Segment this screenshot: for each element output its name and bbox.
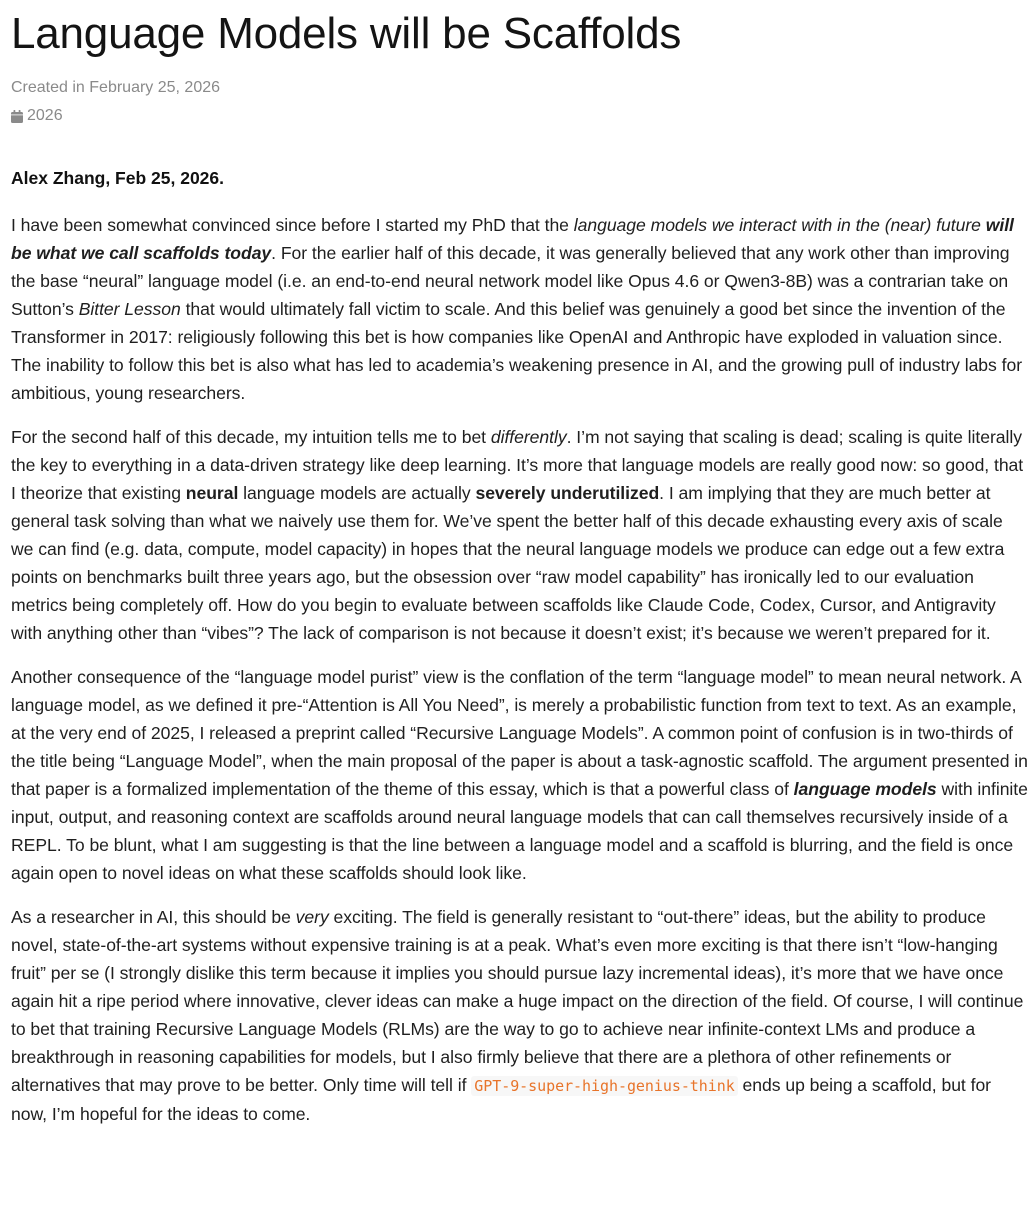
inline-code: GPT-9-super-high-genius-think [471,1076,737,1096]
paragraph-4: As a researcher in AI, this should be very exciting. The field is generally resistant to “out-there” ideas, but the ability to produce novel, state-of-the-art systems without expensive training is at a peak. What’s even more exciting is that there isn’t “low-hanging fruit” per se (I strongly dislike this term because it implies you should pursue lazy incremental ideas), it’s more that we have once again hit a ripe period where innovative, clever ideas can make a huge impact on the direction of the field. Of course, I will continue to bet that training Recursive Language Models (RLMs) are the way to go to achieve near infinite-context LMs and produce a breakthrough in reasoning capabilities for models, but I also firmly believe that there are a plethora of other refinements or alternatives that may prove to be better. Only time will tell if GPT-9-super-high-genius-think ends up being a scaffold, but for now, I’m hopeful for the ideas to come. [11,907,1024,1124]
author-byline: Alex Zhang, Feb 25, 2026. [11,168,224,188]
page-title: Language Models will be Scaffolds [11,9,682,58]
paragraph-3: Another consequence of the “language model purist” view is the conflation of the term “language model” to mean neural network. A language model, as we defined it pre-“Attention is All You Need”, is merely a probabilistic function from text to text. As an example, at the very end of 2025, I released a preprint called “Recursive Language Models”. A common point of confusion is in two-thirds of the title being “Language Model”, when the main proposal of the paper is about a task-agnostic scaffold. The argument presented in that paper is a formalized implementation of the theme of this essay, which is that a powerful class of language models with infinite input, output, and reasoning context are scaffolds around neural language models that can call themselves recursively inside of a REPL. To be blunt, what I am suggesting is that the line between a language model and a scaffold is blurring, and the field is once again open to novel ideas on what these scaffolds should look like. [11,667,1028,883]
post-container [0,8,1029,1128]
post-meta [11,78,1029,126]
paragraph-2: For the second half of this decade, my intuition tells me to bet differently. I’m not saying that scaling is dead; scaling is quite literally the key to everything in a data-driven strategy like deep learning. It’s more that language models are really good now: so good, that I theorize that existing neural language models are actually severely underutilized. I am implying that they are much better at general task solving than what we naively use them for. We’ve spent the better half of this decade exhausting every axis of scale we can find (e.g. data, compute, model capacity) in hopes that the neural language models we produce can edge out a few extra points on benchmarks built three years ago, but the obsession over “raw model capability” has ironically led to our evaluation metrics being completely off. How do you begin to evaluate between scaffolds like Claude Code, Codex, Cursor, and Antigravity with anything other than “vibes”? The lack of comparison is not because it doesn’t exist; it’s because we weren’t prepared for it. [11,427,1024,643]
calendar-icon [11,110,23,123]
created-date: Created in February 25, 2026 [11,79,221,96]
paragraph-1: I have been somewhat convinced since before I started my PhD that the language models we interact with in the (near) future will be what we call scaffolds today. For the earlier half of this decade, it was generally believed that any work other than improving the base “neural” language model (i.e. an end-to-end neural network model like Opus 4.6 or Qwen3-8B) was a contrarian take on Sutton’s Bitter Lesson that would ultimately fall victim to scale. And this belief was genuinely a good bet since the invention of the Transformer in 2017: religiously following this bet is how companies like OpenAI and Anthropic have exploded in valuation since. The inability to follow this bet is also what has led to academia’s weakening presence in AI, and the growing pull of industry labs for ambitious, young researchers. [11,215,1023,403]
category-label: 2026 [27,107,63,124]
category-link[interactable] [11,106,1029,126]
